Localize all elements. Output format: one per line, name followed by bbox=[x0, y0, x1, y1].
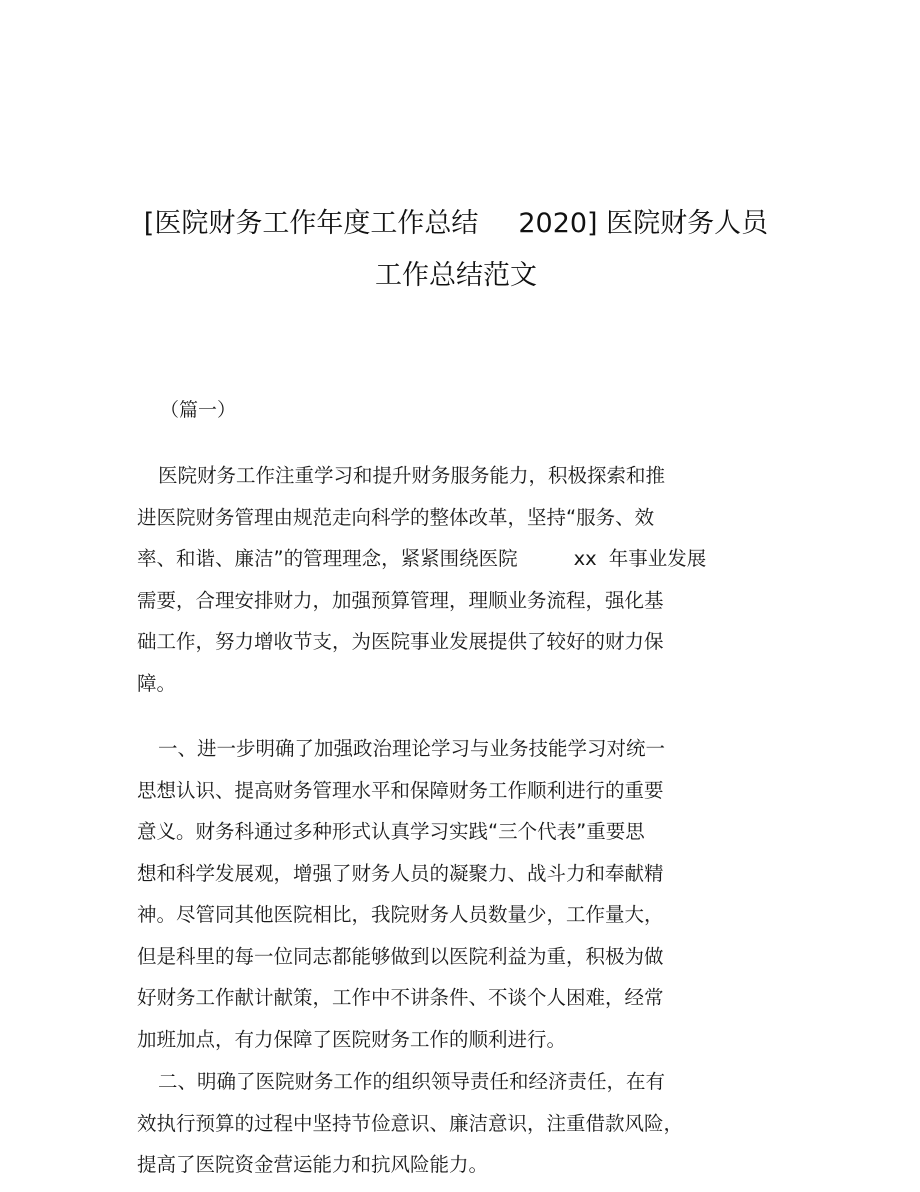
title-line-1-part-1: [医院财务工作年度工作总结 bbox=[143, 208, 479, 239]
paragraph-2 bbox=[137, 728, 777, 1060]
paragraph-line: 思想认识、提高财务管理水平和保障财务工作顺利进行的重要 bbox=[137, 778, 664, 802]
paragraph-line: 础工作，努力增收节支，为医院事业发展提供了较好的财力保 bbox=[137, 630, 664, 653]
paragraph-line: 需要，合理安排财力，加强预算管理，理顺业务流程，强化基 bbox=[137, 588, 664, 612]
paragraph-line: 二、明确了医院财务工作的组织领导责任和经济责任，在有 bbox=[158, 1070, 666, 1093]
title-line-2: 工作总结范文 bbox=[375, 260, 537, 291]
year-placeholder-token: xx bbox=[573, 547, 597, 570]
paragraph-line bbox=[137, 538, 777, 580]
paragraph-line: 好财务工作献计献策，工作中不讲条件、不谈个人困难，经常 bbox=[137, 986, 664, 1009]
paragraph-line: 想和科学发展观，增强了财务人员的凝聚力、战斗力和奉献精 bbox=[137, 861, 664, 885]
section-label: （篇一） bbox=[160, 399, 237, 421]
paragraph-line: 进医院财务管理由规范走向科学的整体改革，坚持“服务、效 bbox=[137, 505, 655, 529]
paragraph-line-after-token: 年事业发展 bbox=[608, 547, 707, 570]
paragraph-line: 神。尽管同其他医院相比，我院财务人员数量少，工作量大， bbox=[137, 903, 664, 926]
title-line-1 bbox=[136, 198, 776, 250]
paragraph-line: 障。 bbox=[137, 671, 177, 695]
paragraph-line-before-token: 率、和谐、廉洁”的管理理念，紧紧围绕医院 bbox=[137, 547, 518, 570]
document-title bbox=[136, 198, 776, 302]
paragraph-line: 意义。财务科通过多种形式认真学习实践“三个代表”重要思 bbox=[137, 820, 645, 843]
title-line-1-part-2: 2020] 医院财务人员 bbox=[518, 208, 769, 239]
paragraph-line: 加班加点，有力保障了医院财务工作的顺利进行。 bbox=[137, 1027, 567, 1051]
paragraph-3 bbox=[137, 1061, 777, 1186]
paragraph-line: 医院财务工作注重学习和提升财务服务能力，积极探索和推 bbox=[158, 464, 666, 487]
paragraph-line: 一、进一步明确了加强政治理论学习与业务技能学习对统一 bbox=[158, 737, 666, 760]
paragraph-1 bbox=[137, 455, 777, 704]
paragraph-line: 效执行预算的过程中坚持节俭意识、廉洁意识，注重借款风险， bbox=[137, 1111, 684, 1135]
paragraph-line: 提高了医院资金营运能力和抗风险能力。 bbox=[137, 1153, 489, 1176]
paragraph-line: 但是科里的每一位同志都能够做到以医院利益为重，积极为做 bbox=[137, 944, 664, 968]
